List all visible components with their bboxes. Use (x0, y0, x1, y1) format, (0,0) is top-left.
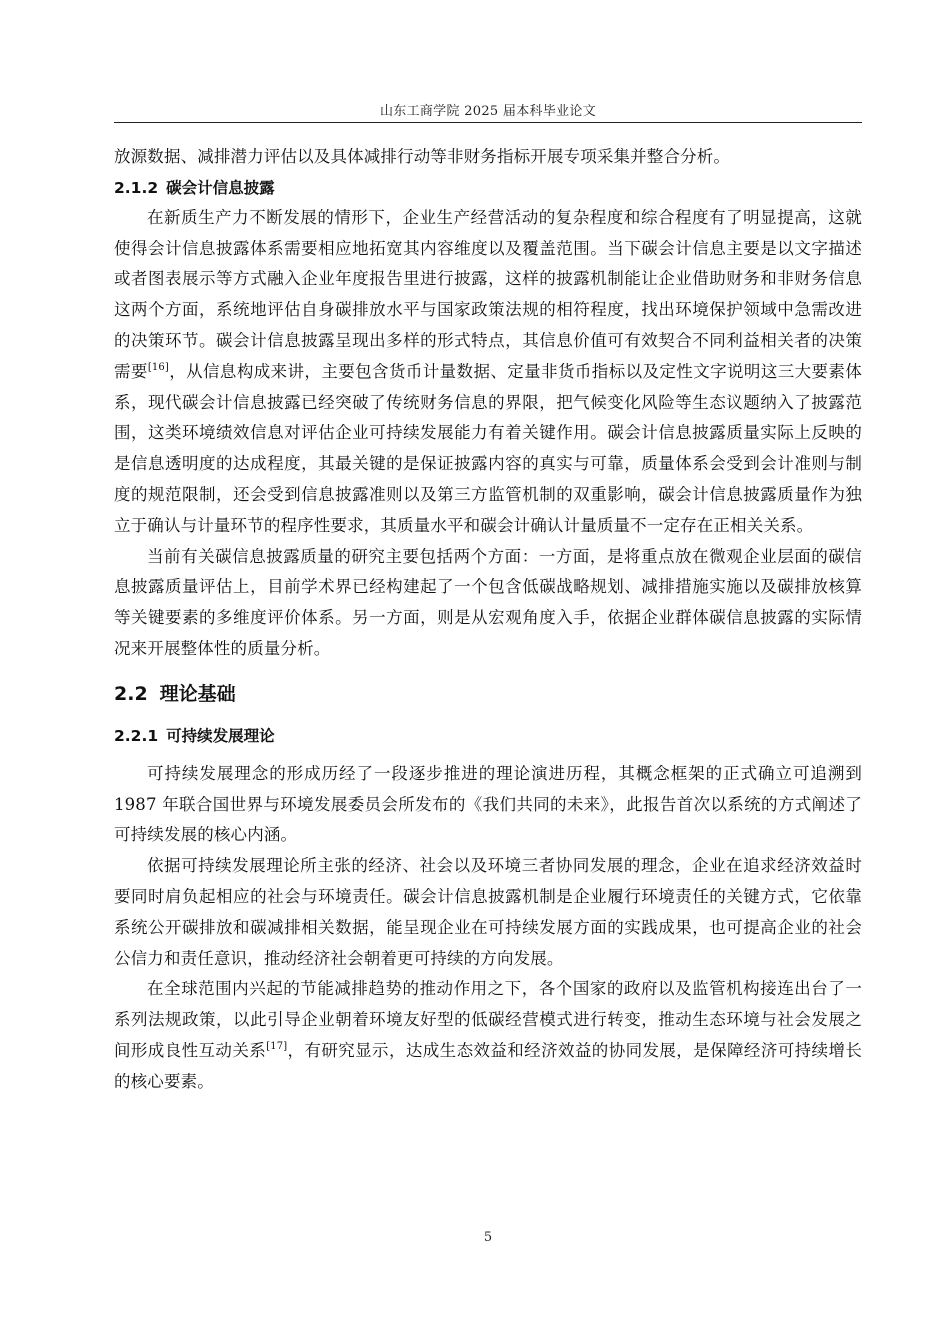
paragraph-continuation: 放源数据、减排潜力评估以及具体减排行动等非财务指标开展专项采集并整合分析。 (114, 147, 731, 166)
section-title: 碳会计信息披露 (166, 178, 275, 197)
paragraph-sustainability-2: 依据可持续发展理论所主张的经济、社会以及环境三者协同发展的理念，企业在追求经济效益时要同时肩负起相应的社会与环境责任。碳会计信息披露机制是企业履行环境责任的关键方式，它依靠系统公开碳排放和碳减排相关数据，能呈现企业在可持续发展方面的实践成果，也可提高企业的社会公信力和责任意识，推动经济社会朝着更可持续的方向发展。 (114, 856, 862, 968)
paragraph-carbon-disclosure-1 (114, 203, 862, 542)
paragraph-carbon-disclosure-2: 当前有关碳信息披露质量的研究主要包括两个方面：一方面，是将重点放在微观企业层面的碳信息披露质量评估上，目前学术界已经构建起了一个包含低碳战略规划、减排措施实施以及碳排放核算等关键要素的多维度评价体系。另一方面，则是从宏观角度入手，依据企业群体碳信息披露的实际情况来开展整体性的质量分析。 (114, 546, 862, 658)
paragraph-text: ，从信息构成来讲，主要包含货币计量数据、定量非货币指标以及定性文字说明这三大要素体系，现代碳会计信息披露已经突破了传统财务信息的界限，把气候变化风险等生态议题纳入了披露范围，这类环境绩效信息对评估企业可持续发展能力有着关键作用。碳会计信息披露质量实际上反映的是信息透明度的达成程度，其最关键的是保证披露内容的真实与可靠，质量体系会受到会计准则与制度的规范限制，还会受到信息披露准则以及第三方监管机制的双重影响，碳会计信息披露质量作为独立于确认与计量环节的程序性要求，其质量水平和碳会计确认计量质量不一定存在正相关关系。 (114, 361, 862, 535)
section-title: 理论基础 (159, 682, 236, 705)
section-heading-2-2 (114, 677, 862, 711)
section-number: 2.1.2 (114, 178, 159, 197)
page-number: 5 (483, 1230, 493, 1245)
section-number: 2.2 (114, 682, 148, 705)
page-body (114, 142, 862, 1098)
section-heading-2-2-1 (114, 721, 862, 751)
citation-17: [17] (266, 1040, 288, 1052)
running-header: 山东工商学院 2025 届本科毕业论文 (379, 104, 597, 119)
paragraph-sustainability-1: 可持续发展理念的形成历经了一段逐步推进的理论演进历程，其概念框架的正式确立可追溯到 1987 年联合国世界与环境发展委员会所发布的《我们共同的未来》，此报告首次以系统的方式阐述了可持续发展的核心内涵。 (114, 763, 862, 845)
section-heading-2-1-2 (114, 173, 862, 203)
header-divider (114, 122, 862, 123)
paragraph-text: 在新质生产力不断发展的情形下，企业生产经营活动的复杂程度和综合程度有了明显提高，这就使得会计信息披露体系需要相应地拓宽其内容维度以及覆盖范围。当下碳会计信息主要是以文字描述或者图表展示等方式融入企业年度报告里进行披露，这样的披露机制能让企业借助财务和非财务信息这两个方面，系统地评估自身碳排放水平与国家政策法规的相符程度，找出环境保护领域中急需改进的决策环节。碳会计信息披露呈现出多样的形式特点，其信息价值可有效契合不同利益相关者的决策需要 (114, 207, 862, 381)
paragraph-sustainability-3 (114, 974, 862, 1097)
paragraph-text: 在全球范围内兴起的节能减排趋势的推动作用之下，各个国家的政府以及监管机构接连出台了一系列法规政策，以此引导企业朝着环境友好型的低碳经营模式进行转变，推动生态环境与社会发展之间形成良性互动关系 (114, 979, 862, 1060)
section-title: 可持续发展理论 (166, 726, 275, 745)
section-number: 2.2.1 (114, 726, 159, 745)
paragraph-text: ，有研究显示，达成生态效益和经济效益的协同发展，是保障经济可持续增长的核心要素。 (114, 1040, 862, 1091)
citation-16: [16] (147, 361, 169, 373)
